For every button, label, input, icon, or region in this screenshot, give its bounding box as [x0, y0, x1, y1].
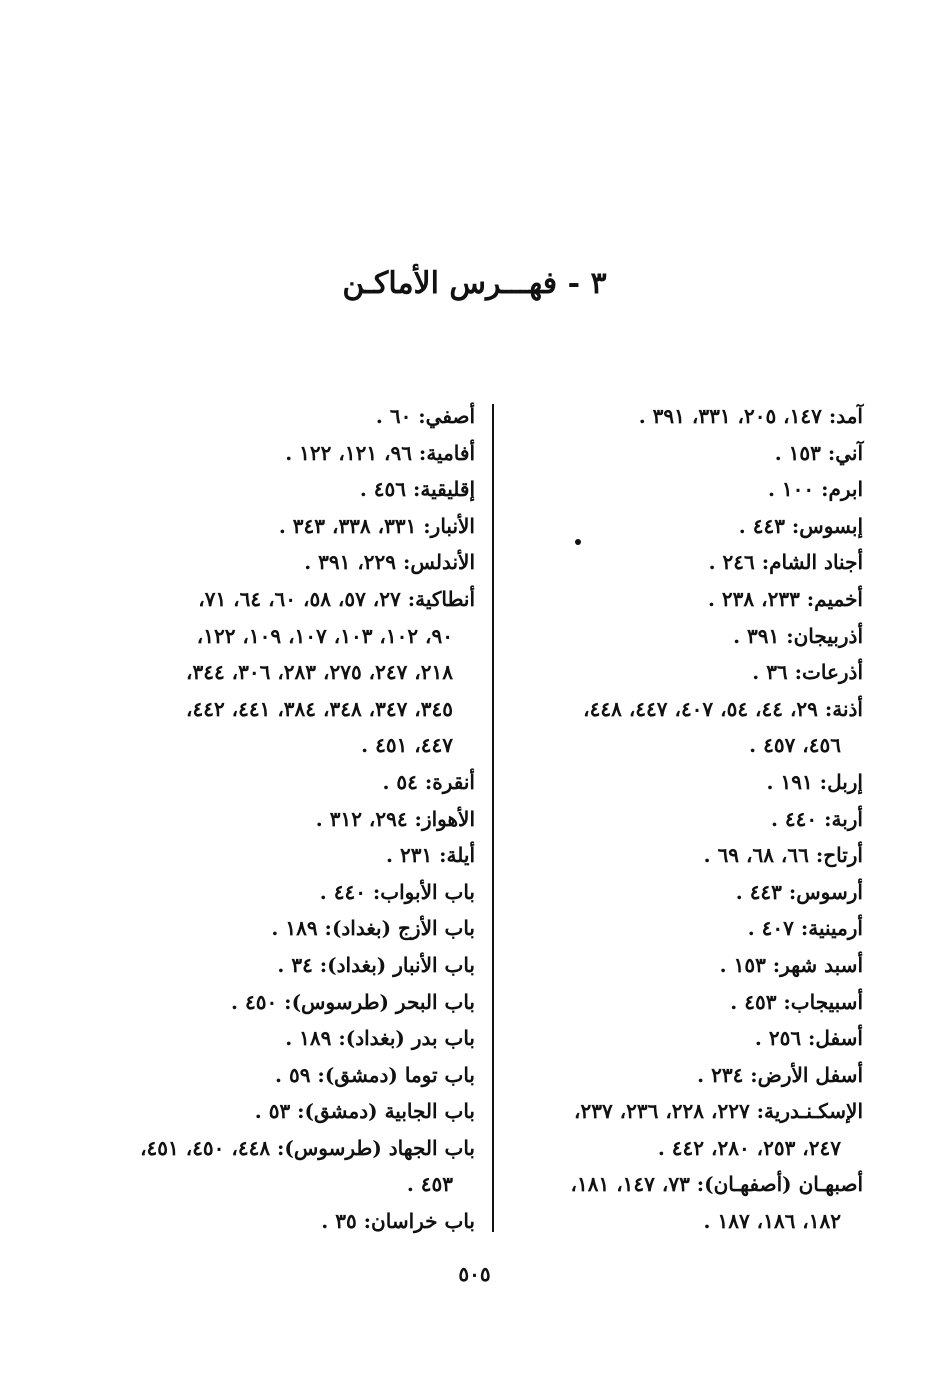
index-entry: آمد: ١٤٧، ٢٠٥، ٣٣١، ٣٩١ .: [638, 404, 863, 428]
page-title: ٣ - فهـــرس الأماكـن: [342, 266, 607, 301]
index-entry: أذرعات: ٣٦ .: [752, 660, 863, 685]
index-entry: أيلة: ٢٣١ .: [386, 843, 475, 868]
index-entry: آني: ١٥٣ .: [774, 440, 863, 465]
column-divider: [492, 404, 494, 1232]
index-entry: باب الأزج (بغداد): ١٨٩ .: [271, 916, 475, 941]
index-entry-continuation: ١٨٢، ١٨٦، ١٨٧ .: [703, 1209, 841, 1234]
index-entry: باب بدر (بغداد): ١٨٩ .: [285, 1026, 475, 1051]
index-entry: أسفل الأرض: ٢٣٤ .: [697, 1062, 863, 1087]
index-entry-continuation: ٩٠، ١٠٢، ١٠٣، ١٠٧، ١٠٩، ١٢٢،: [196, 623, 453, 648]
index-entry: أنطاكية: ٢٧، ٥٧، ٥٨، ٦٠، ٦٤، ٧١،: [198, 586, 475, 611]
index-entry: أسبد شهر: ١٥٣ .: [719, 952, 863, 977]
index-entry: أرتاح: ٦٦، ٦٨، ٦٩ .: [703, 843, 863, 868]
index-entry-continuation: ٤٥٦، ٤٥٧ .: [749, 733, 841, 758]
index-entry: ابرم: ١٠٠ .: [767, 477, 863, 502]
page-number: ٥٠٥: [458, 1262, 491, 1286]
index-entry: الإسكـنـدرية: ٢٢٧، ٢٢٨، ٢٣٦، ٢٣٧،: [574, 1099, 863, 1124]
index-entry: باب خراسان: ٣٥ .: [321, 1209, 475, 1234]
index-entry: الأهواز: ٢٩٤، ٣١٢ .: [315, 806, 475, 831]
index-entry-continuation: ٤٥٣ .: [406, 1172, 453, 1197]
index-entry: باب الأنبار (بغداد): ٣٤ .: [277, 952, 475, 977]
index-column-left: [119, 398, 475, 1240]
index-entry: أفامية: ٩٦، ١٢١، ١٢٢ .: [285, 440, 475, 465]
index-entry: باب الجابية (دمشق): ٥٣ .: [254, 1099, 475, 1124]
index-entry: الأندلس: ٢٢٩، ٣٩١ .: [304, 550, 475, 575]
index-entry: باب الأبواب: ٤٤٠ .: [319, 879, 475, 904]
index-entry-continuation: ٢٤٧، ٢٥٣، ٢٨٠، ٤٤٢ .: [657, 1135, 841, 1160]
index-entry: أصفي: ٦٠ .: [375, 404, 475, 428]
index-entry: أرسوس: ٤٤٣ .: [735, 879, 863, 904]
index-entry: باب توما (دمشق): ٥٩ .: [275, 1062, 475, 1087]
index-entry: أخميم: ٢٣٣، ٢٣٨ .: [707, 586, 863, 611]
index-entry: أذربيجان: ٣٩١ .: [733, 623, 863, 648]
index-entry: أنقرة: ٥٤ .: [382, 769, 475, 794]
index-entry: أجناد الشام: ٢٤٦ .: [708, 550, 863, 575]
index-entry: إقليقية: ٤٥٦ .: [359, 477, 475, 502]
stray-dot: [575, 539, 581, 545]
index-entry: أسبيجاب: ٤٥٣ .: [730, 989, 863, 1014]
index-entry: إربل: ١٩١ .: [766, 769, 863, 794]
index-entry: باب الجهاد (طرسوس): ٤٤٨، ٤٥٠، ٤٥١،: [140, 1135, 475, 1160]
index-entry: باب البحر (طرسوس): ٤٥٠ .: [231, 989, 475, 1014]
index-entry: أسفل: ٢٥٦ .: [754, 1026, 863, 1051]
index-column-right: [498, 398, 863, 1240]
index-entry-continuation: ٢١٨، ٢٤٧، ٢٧٥، ٢٨٣، ٣٠٦، ٣٤٤،: [186, 660, 453, 685]
index-entry: أصبهـان (أصفهـان): ٧٣، ١٤٧، ١٨١،: [570, 1172, 863, 1197]
index-entry: الأنبار: ٣٣١، ٣٣٨، ٣٤٣ .: [278, 513, 475, 538]
index-entry-continuation: ٣٤٥، ٣٤٧، ٣٤٨، ٣٨٤، ٤٤١، ٤٤٢،: [186, 696, 453, 721]
index-entry: أرمينية: ٤٠٧ .: [747, 916, 863, 941]
index-entry: أربة: ٤٤٠ .: [770, 806, 863, 831]
index-entry: إبسوس: ٤٤٣ .: [738, 513, 863, 538]
index-entry-continuation: ٤٤٧، ٤٥١ .: [361, 733, 453, 758]
index-entry: أذنة: ٢٩، ٤٤، ٥٤، ٤٠٧، ٤٤٧، ٤٤٨،: [583, 696, 863, 721]
